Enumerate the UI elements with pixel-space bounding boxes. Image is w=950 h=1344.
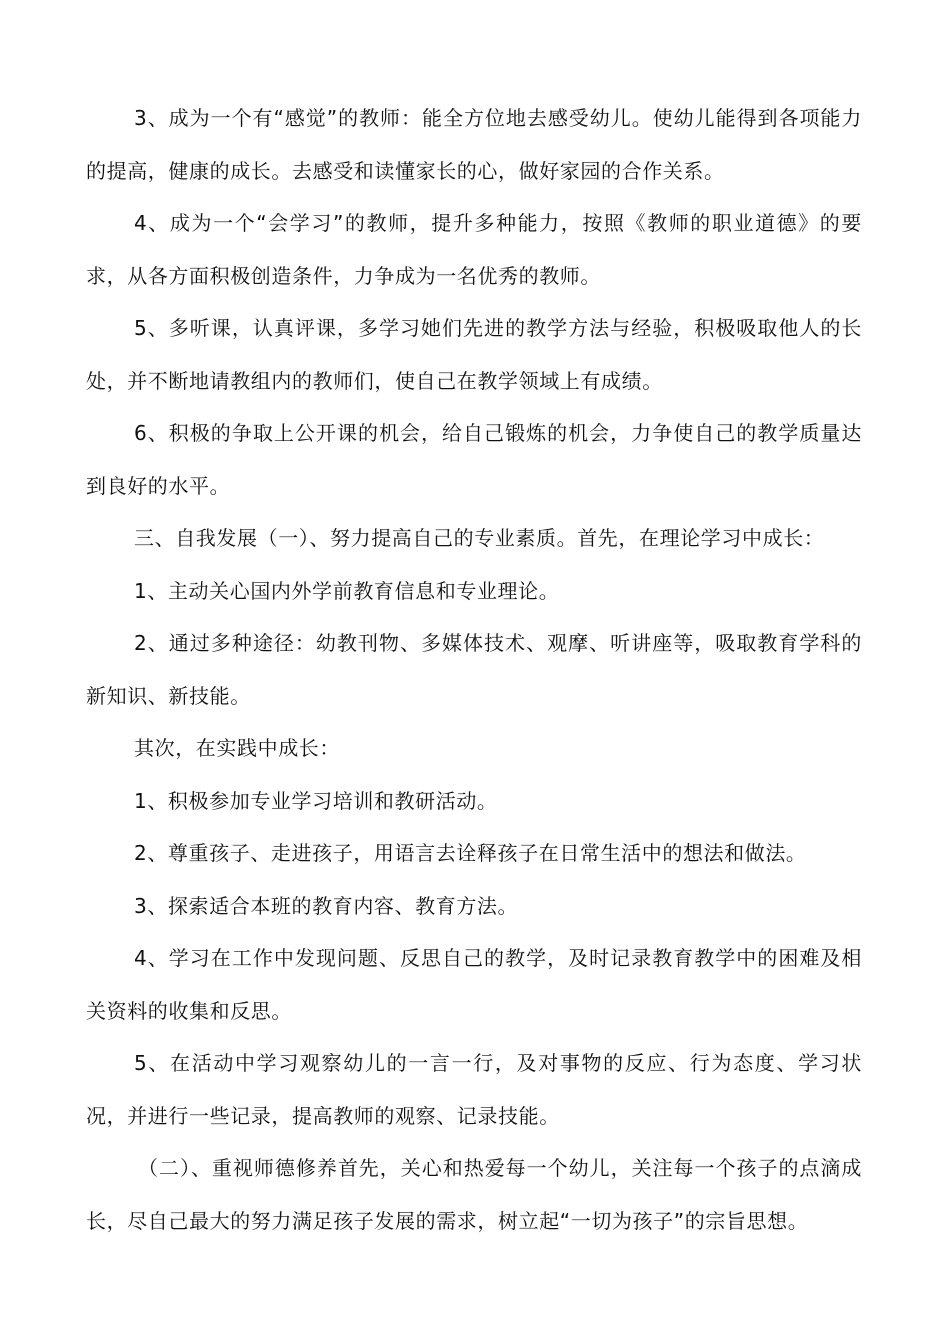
paragraph-item-5-listen-lessons: 5、多听课，认真评课，多学习她们先进的教学方法与经验，积极吸取他人的长处，并不断地请教组内的教师们，使自己在教学领域上有成绩。 bbox=[86, 316, 862, 393]
paragraph-theory-2: 2、通过多种途径：幼教刊物、多媒体技术、观摩、听讲座等，吸取教育学科的新知识、新技能。 bbox=[86, 631, 862, 708]
subheading-practice: 其次，在实践中成长： bbox=[134, 736, 340, 760]
paragraph-item-3-feeling: 3、成为一个有“感觉”的教师：能全方位地去感受幼儿。使幼儿能得到各项能力的提高，健康的成长。去感受和读懂家长的心，做好家园的合作关系。 bbox=[86, 106, 862, 183]
section-heading-self-development: 三、自我发展（一）、努力提高自己的专业素质。首先，在理论学习中成长： bbox=[134, 526, 825, 550]
document-body bbox=[86, 92, 862, 1247]
paragraph-item-6-open-class: 6、积极的争取上公开课的机会，给自己锻炼的机会，力争使自己的教学质量达到良好的水平。 bbox=[86, 421, 862, 498]
paragraph-practice-1: 1、积极参加专业学习培训和教研活动。 bbox=[134, 788, 498, 813]
paragraph-practice-3: 3、探索适合本班的教育内容、教育方法。 bbox=[134, 893, 519, 918]
section-ethics: （二）、重视师德修养首先，关心和热爱每一个幼儿，关注每一个孩子的点滴成长，尽自己最大的努力满足孩子发展的需求，树立起“一切为孩子”的宗旨思想。 bbox=[86, 1156, 862, 1233]
paragraph-practice-5: 5、在活动中学习观察幼儿的一言一行，及对事物的反应、行为态度、学习状况，并进行一些记录，提高教师的观察、记录技能。 bbox=[86, 1051, 862, 1128]
paragraph-item-4-learning: 4、成为一个“会学习”的教师，提升多种能力，按照《教师的职业道德》的要求，从各方面积极创造条件，力争成为一名优秀的教师。 bbox=[86, 211, 862, 288]
paragraph-theory-1: 1、主动关心国内外学前教育信息和专业理论。 bbox=[134, 578, 560, 603]
paragraph-practice-4: 4、学习在工作中发现问题、反思自己的教学，及时记录教育教学中的困难及相关资料的收集和反思。 bbox=[86, 946, 862, 1023]
paragraph-practice-2: 2、尊重孩子、走进孩子，用语言去诠释孩子在日常生活中的想法和做法。 bbox=[134, 841, 807, 865]
